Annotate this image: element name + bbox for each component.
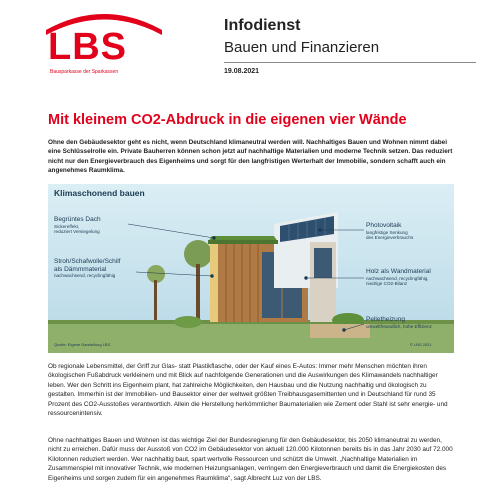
label-insulation-line1: nachwachsend, recyclingfähig: [54, 273, 116, 278]
label-green-roof-line2: reduziert Versiegelung: [54, 229, 100, 235]
label-pellet-line1: umweltfreundlich, hohe Effizienz: [366, 323, 432, 329]
label-wood: [366, 268, 431, 287]
label-photovoltaic-line2: des Energieverbrauchs: [366, 235, 414, 241]
label-pellet: [366, 316, 432, 329]
article-lead: Ohne den Gebäudesektor geht es nicht, wenn Deutschland klimaneutral werden will. Nachhaltiges Bauen und Wohnen nimmt dabei eine Schlüsselrolle ein. Private Bauherren können schon jetzt auf nachhaltige Materialien und moderne Technik setzen. Das reduziert nicht nur den Energieverbrauch des Eigenheims und sorgt für den langfristigen Werterhalt der Immobilie, sondern schafft auch ein angenehmes Raumklima.: [48, 139, 453, 175]
infographic: [48, 184, 454, 353]
header-titles: [224, 16, 474, 56]
infographic-credit: Quelle: Eigene Darstellung LBS: [54, 342, 111, 347]
label-pellet-title: Pelletheizung: [366, 316, 406, 323]
label-green-roof-line1: Sickereffekt,: [54, 223, 80, 229]
label-green-roof-title: Begrüntes Dach: [54, 216, 101, 223]
label-wood-title: Holz als Wandmaterial: [366, 268, 431, 275]
label-wood-line2: niedrige CO2-Bilanz: [366, 281, 408, 287]
label-insulation-title2: als Dämmmaterial: [54, 265, 107, 273]
label-insulation-title: Stroh/Schafwolle/Schilf: [54, 258, 121, 265]
article-body-2: Ohne nachhaltiges Bauen und Wohnen ist das wichtige Ziel der Bundesregierung für den Gebäudesektor, bis 2050 klimaneutral zu werden, nicht zu erreichen. Dafür muss der Ausstoß von CO2 im Gebäudesektor von aktuell 120.000 Kilotonnen bereits bis in das Jahr 2030 auf 72.000 Kilotonnen reduziert werden. Wer nachhaltig baut, spart wertvolle Ressourcen und schützt die Umwelt. „Nachhaltige Materialien im Zusammenspiel mit innovativer Technik, wie modernen Heizungsanlagen, verringern den Energieverbrauch und damit die Energiekosten des Eigenheims und sorgen zudem für ein angenehmes Raumklima“, sagt Albrecht Luz von der LBS.: [48, 437, 453, 482]
article-headline: Mit kleinem CO2-Abdruck in die eigenen vier Wände: [48, 112, 407, 128]
infographic-copyright: © LBS 2021: [410, 342, 432, 347]
header: [0, 0, 500, 90]
lbs-wordmark: LBS: [48, 26, 127, 68]
infographic-title: Klimaschonend bauen: [54, 188, 145, 198]
label-photovoltaic-line1: langfristige Senkung: [366, 229, 408, 235]
header-divider: [224, 62, 476, 63]
article-body-1: Ob regionale Lebensmittel, der Griff zur Glas- statt Plastikflasche, oder der Kauf eines E-Autos: Immer mehr Menschen möchten ihren ökologischen Fußabdruck verkleinern und mit Blick auf nachfolgende Generationen und die Auswirkungen des Klimawandels nachhaltiger leben. Wer den Schritt ins Eigenheim plant, hat zahlreiche Möglichkeiten, den Hausbau und die Nutzung nachhaltig und ökologisch zu gestalten. Immerhin ist der Immobilien- und Bausektor einer der weltweit größten Treibhausgasemittenten und in Deutschland für rund 35 Prozent des CO2-Ausstoßes verantwortlich. Allein die Herstellung herkömmlicher Baumaterialien wie Zement oder Stahl ist sehr energie- und ressourcenintensiv.: [48, 363, 448, 418]
label-photovoltaic-title: Photovoltaik: [366, 222, 402, 229]
label-green-roof: [54, 216, 101, 235]
header-title: Infodienst: [224, 17, 301, 34]
header-subtitle: Bauen und Finanzieren: [224, 39, 380, 56]
label-wood-line1: nachwachsend, recyclingfähig,: [366, 275, 429, 281]
lbs-claim: Bausparkasse der Sparkassen: [50, 69, 119, 75]
header-date: 19.08.2021: [224, 68, 260, 75]
label-insulation: [54, 258, 120, 279]
label-photovoltaic: [366, 222, 413, 241]
